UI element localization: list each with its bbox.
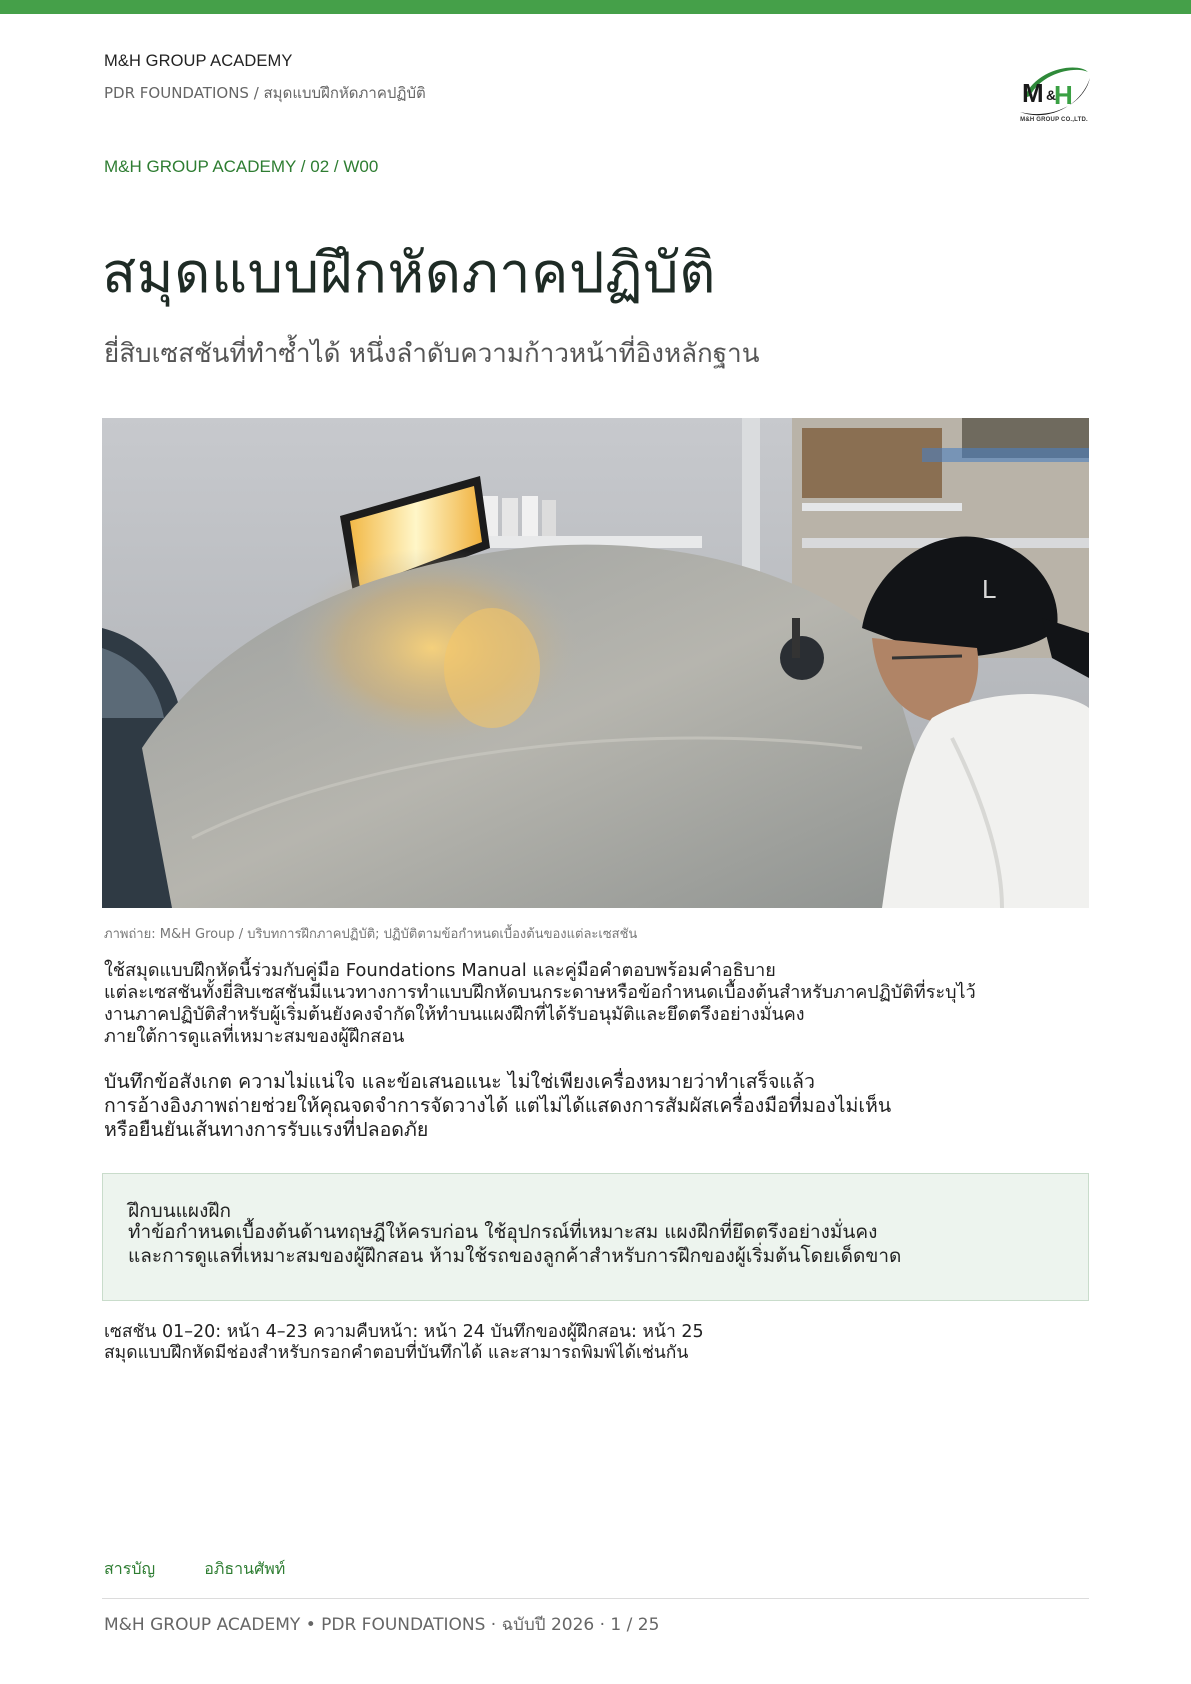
training-photo [102,418,1089,908]
note-body [128,1220,901,1268]
photo-caption: ภาพถ่าย: M&H Group / บริบทการฝึกภาคปฏิบัติ; ปฏิบัติตามข้อกำหนดเบื้องต้นของแต่ละเซสชัน [104,927,638,942]
observation-line: หรือยืนยันเส้นทางการรับแรงที่ปลอดภัย [104,1118,429,1141]
svg-text:M: M [1022,78,1044,108]
observation-line: บันทึกข้อสังเกต ความไม่แน่ใจ และข้อเสนอแนะ ไม่ใช่เพียงเครื่องหมายว่าทำเสร็จแล้ว [104,1070,815,1093]
intro-line: ใช้สมุดแบบฝึกหัดนี้ร่วมกับคู่มือ Foundations Manual และคู่มือคำตอบพร้อมคำอธิบาย [104,960,776,981]
observation-paragraph [104,1070,1084,1142]
intro-line: แต่ละเซสชันทั้งยี่สิบเซสชันมีแนวทางการทำแบบฝึกหัดบนกระดาษหรือข้อกำหนดเบื้องต้นสำหรับภาคปฏิบัติที่ระบุไว้ [104,982,976,1003]
toc-link[interactable]: สารบัญ [104,1559,156,1578]
page-subtitle: ยี่สิบเซสชันที่ทำซ้ำได้ หนึ่งลำดับความก้าวหน้าที่อิงหลักฐาน [104,339,760,369]
page-footer: M&H GROUP ACADEMY • PDR FOUNDATIONS · ฉบับปี 2026 · 1 / 25 [104,1615,660,1635]
page-title: สมุดแบบฝึกหัดภาคปฏิบัติ [102,241,717,306]
logo-caption: M&H GROUP CO.,LTD. [1020,117,1088,123]
note-title: ฝึกบนแผงฝึก [128,1200,231,1222]
intro-line: งานภาคปฏิบัติสำหรับผู้เริ่มต้นยังคงจำกัดให้ทำบนแผงฝึกที่ได้รับอนุมัติและยึดตรึงอย่างมั่นคง [104,1004,805,1025]
document-subheader: PDR FOUNDATIONS / สมุดแบบฝึกหัดภาคปฏิบัติ [104,84,426,102]
top-accent-bar [0,0,1191,14]
session-info [104,1322,704,1364]
svg-text:&: & [1046,87,1057,103]
intro-line: ภายใต้การดูแลที่เหมาะสมของผู้ฝึกสอน [104,1026,405,1047]
svg-text:L: L [982,574,997,604]
breadcrumb: M&H GROUP ACADEMY / 02 / W00 [104,157,379,176]
org-name: M&H GROUP ACADEMY [104,52,293,70]
info-line: เซสชัน 01–20: หน้า 4–23 ความคืบหน้า: หน้า 24 บันทึกของผู้ฝึกสอน: หน้า 25 [104,1322,704,1342]
nav-links [104,1557,329,1582]
glossary-link[interactable]: อภิธานศัพท์ [204,1559,286,1578]
info-line: สมุดแบบฝึกหัดมีช่องสำหรับกรอกคำตอบที่บันทึกได้ และสามารถพิมพ์ได้เช่นกัน [104,1343,689,1363]
observation-line: การอ้างอิงภาพถ่ายช่วยให้คุณจดจำการจัดวางได้ แต่ไม่ได้แสดงการสัมผัสเครื่องมือที่มองไม่เห็น [104,1094,892,1117]
intro-paragraph [104,960,1084,1048]
svg-text:H: H [1054,80,1073,110]
footer-divider [102,1598,1089,1599]
note-line: ทำข้อกำหนดเบื้องต้นด้านทฤษฎีให้ครบก่อน ใช้อุปกรณ์ที่เหมาะสม แผงฝึกที่ยึดตรึงอย่างมั่นคง [128,1221,878,1243]
note-line: และการดูแลที่เหมาะสมของผู้ฝึกสอน ห้ามใช้รถของลูกค้าสำหรับการฝึกของผู้เริ่มต้นโดยเด็ดขาด [128,1245,902,1267]
safety-note-box [102,1173,1089,1301]
